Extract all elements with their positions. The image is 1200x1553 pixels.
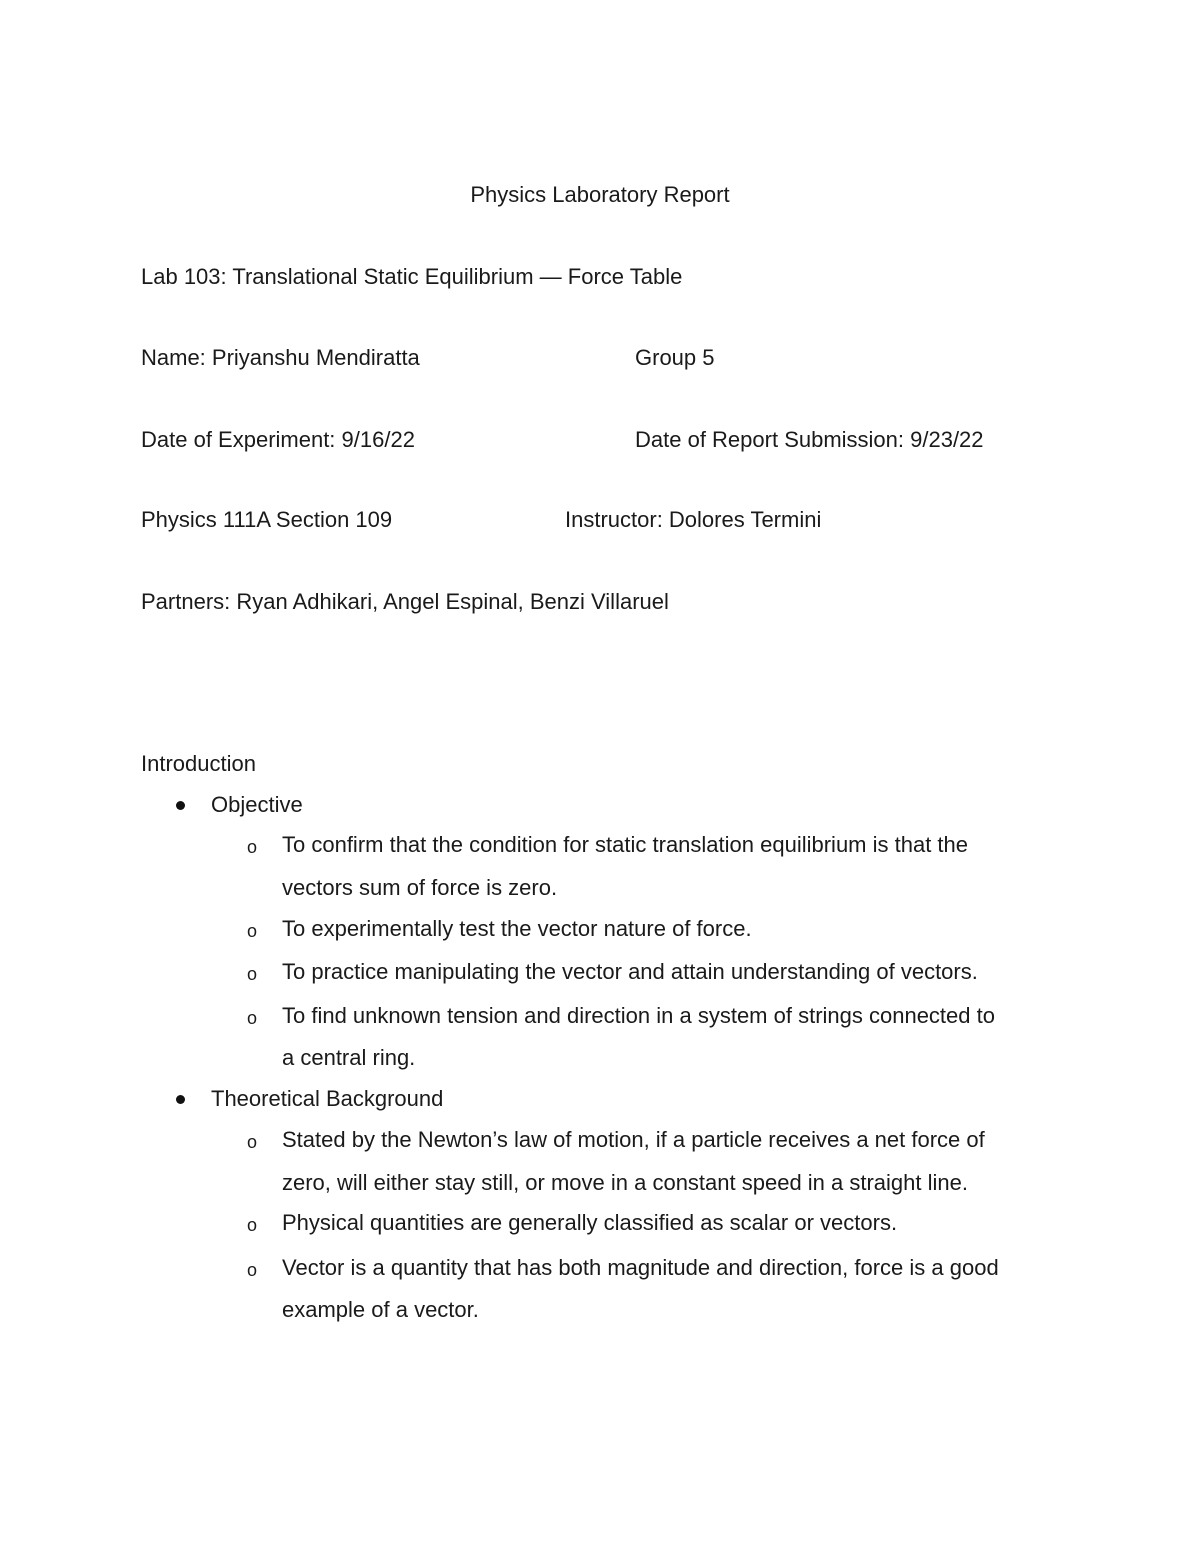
background-item-2: Physical quantities are generally classified as scalar or vectors. bbox=[282, 1210, 898, 1235]
background-item-1-line-2: zero, will either stay still, or move in a constant speed in a straight line. bbox=[282, 1170, 968, 1195]
background-item-3-line-2: example of a vector. bbox=[282, 1297, 479, 1322]
bullet-icon bbox=[176, 801, 185, 810]
objective-item-1-line-2: vectors sum of force is zero. bbox=[282, 875, 558, 900]
objective-item-4-line-2: a central ring. bbox=[282, 1045, 416, 1070]
sub-bullet-icon: o bbox=[247, 921, 258, 941]
submission-date: Date of Report Submission: 9/23/22 bbox=[635, 427, 984, 452]
sub-bullet-icon: o bbox=[247, 964, 258, 984]
bullet-icon bbox=[176, 1095, 185, 1104]
partners: Partners: Ryan Adhikari, Angel Espinal, Benzi Villaruel bbox=[141, 589, 669, 614]
background-item-1-line-1: Stated by the Newton’s law of motion, if a particle receives a net force of bbox=[282, 1127, 985, 1152]
sub-bullet-icon: o bbox=[247, 1215, 258, 1235]
objective-item-1-line-1: To confirm that the condition for static translation equilibrium is that the bbox=[282, 832, 969, 857]
objective-item-3: To practice manipulating the vector and attain understanding of vectors. bbox=[282, 959, 978, 984]
sub-bullet-icon: o bbox=[247, 837, 258, 857]
bullet-theoretical-background: Theoretical Background bbox=[211, 1086, 444, 1111]
lab-title: Lab 103: Translational Static Equilibrium — Force Table bbox=[141, 264, 683, 289]
bullet-objective: Objective bbox=[211, 792, 303, 817]
objective-item-4-line-1: To find unknown tension and direction in a system of strings connected to bbox=[282, 1003, 995, 1028]
objective-item-2: To experimentally test the vector nature of force. bbox=[282, 916, 752, 941]
experiment-date: Date of Experiment: 9/16/22 bbox=[141, 427, 415, 452]
report-title: Physics Laboratory Report bbox=[470, 182, 730, 207]
section-heading-introduction: Introduction bbox=[141, 751, 256, 776]
background-item-3-line-1: Vector is a quantity that has both magnitude and direction, force is a good bbox=[282, 1255, 999, 1280]
sub-bullet-icon: o bbox=[247, 1132, 258, 1152]
sub-bullet-icon: o bbox=[247, 1008, 258, 1028]
student-name: Name: Priyanshu Mendiratta bbox=[141, 345, 420, 370]
group-number: Group 5 bbox=[635, 345, 715, 370]
instructor-name: Instructor: Dolores Termini bbox=[565, 507, 822, 532]
course-section: Physics 111A Section 109 bbox=[141, 507, 393, 532]
sub-bullet-icon: o bbox=[247, 1260, 258, 1280]
